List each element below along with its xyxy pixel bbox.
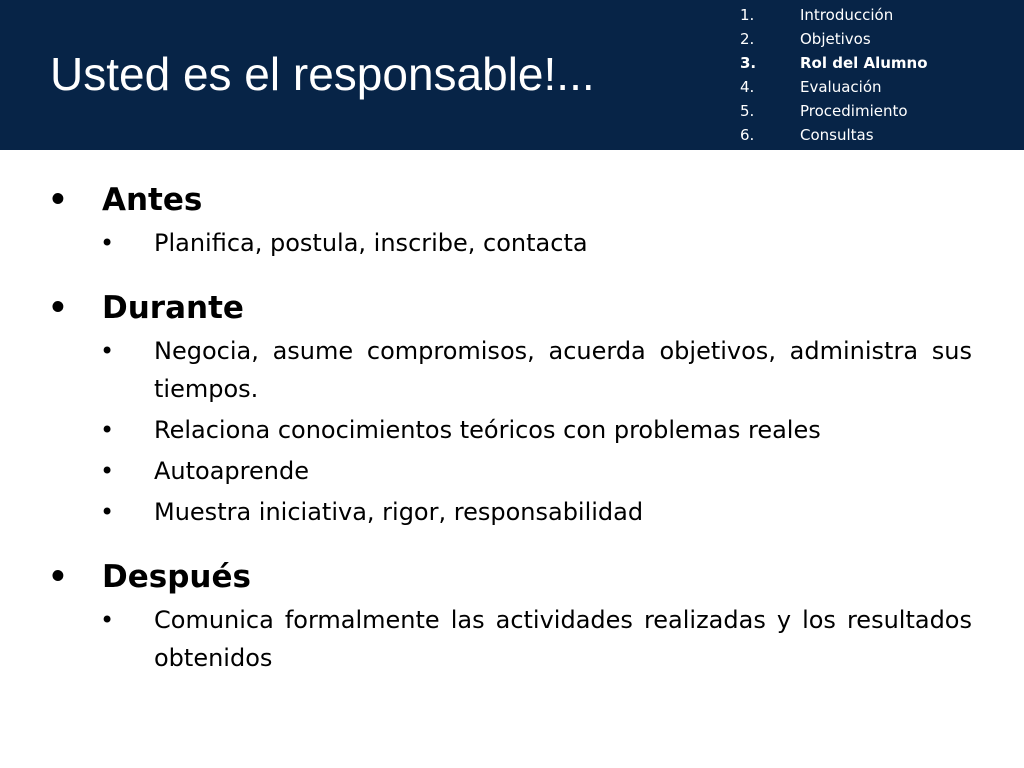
list-item-text: Relaciona conocimientos teóricos con problemas reales — [154, 416, 821, 444]
section-heading-row — [48, 176, 972, 224]
agenda-list — [740, 3, 928, 147]
list-item-text: Autoaprende — [154, 457, 309, 485]
agenda-item-objetivos — [740, 27, 928, 51]
agenda-label: Consultas — [800, 126, 874, 144]
list-item-text: Planifica, postula, inscribe, contacta — [154, 229, 588, 257]
agenda-label: Procedimiento — [800, 102, 908, 120]
bullet-icon: • — [48, 290, 68, 326]
section-items — [48, 601, 972, 677]
section-heading-row — [48, 284, 972, 332]
list-item — [48, 493, 972, 531]
agenda-item-introduccion — [740, 3, 928, 27]
agenda-number: 4. — [740, 78, 755, 96]
section-items — [48, 332, 972, 531]
list-item — [48, 601, 972, 677]
list-item-text: Comunica formalmente las actividades realizadas y los resultados obtenidos — [154, 606, 972, 672]
agenda-label: Introducción — [800, 6, 894, 24]
bullet-icon: • — [100, 457, 115, 485]
section-despues — [48, 553, 972, 677]
bullet-icon: • — [48, 559, 68, 595]
section-durante — [48, 284, 972, 531]
section-heading: Antes — [102, 182, 203, 218]
agenda-number: 6. — [740, 126, 755, 144]
agenda-item-procedimiento — [740, 99, 928, 123]
bullet-icon: • — [100, 498, 115, 526]
list-item — [48, 452, 972, 490]
bullet-icon: • — [100, 229, 115, 257]
agenda-label: Rol del Alumno — [800, 54, 928, 72]
agenda-label: Objetivos — [800, 30, 871, 48]
slide-title: Usted es el responsable!... — [50, 48, 595, 100]
agenda-number: 1. — [740, 6, 755, 24]
list-item — [48, 411, 972, 449]
slide-content — [48, 176, 972, 699]
bullet-icon: • — [100, 337, 115, 365]
agenda-number: 2. — [740, 30, 755, 48]
agenda-number: 3. — [740, 54, 757, 72]
list-item — [48, 332, 972, 408]
section-heading: Después — [102, 559, 251, 595]
agenda-item-evaluacion — [740, 75, 928, 99]
agenda-item-consultas — [740, 123, 928, 147]
section-antes — [48, 176, 972, 262]
bullet-icon: • — [100, 606, 115, 634]
list-item-text: Muestra iniciativa, rigor, responsabilidad — [154, 498, 644, 526]
section-items — [48, 224, 972, 262]
list-item-text: Negocia, asume compromisos, acuerda objetivos, administra sus tiempos. — [154, 337, 972, 403]
agenda-number: 5. — [740, 102, 755, 120]
agenda-item-rol-del-alumno — [740, 51, 928, 75]
section-heading: Durante — [102, 290, 244, 326]
list-item — [48, 224, 972, 262]
section-heading-row — [48, 553, 972, 601]
slide-header — [0, 0, 1024, 150]
bullet-icon: • — [100, 416, 115, 444]
agenda-label: Evaluación — [800, 78, 882, 96]
bullet-icon: • — [48, 182, 68, 218]
